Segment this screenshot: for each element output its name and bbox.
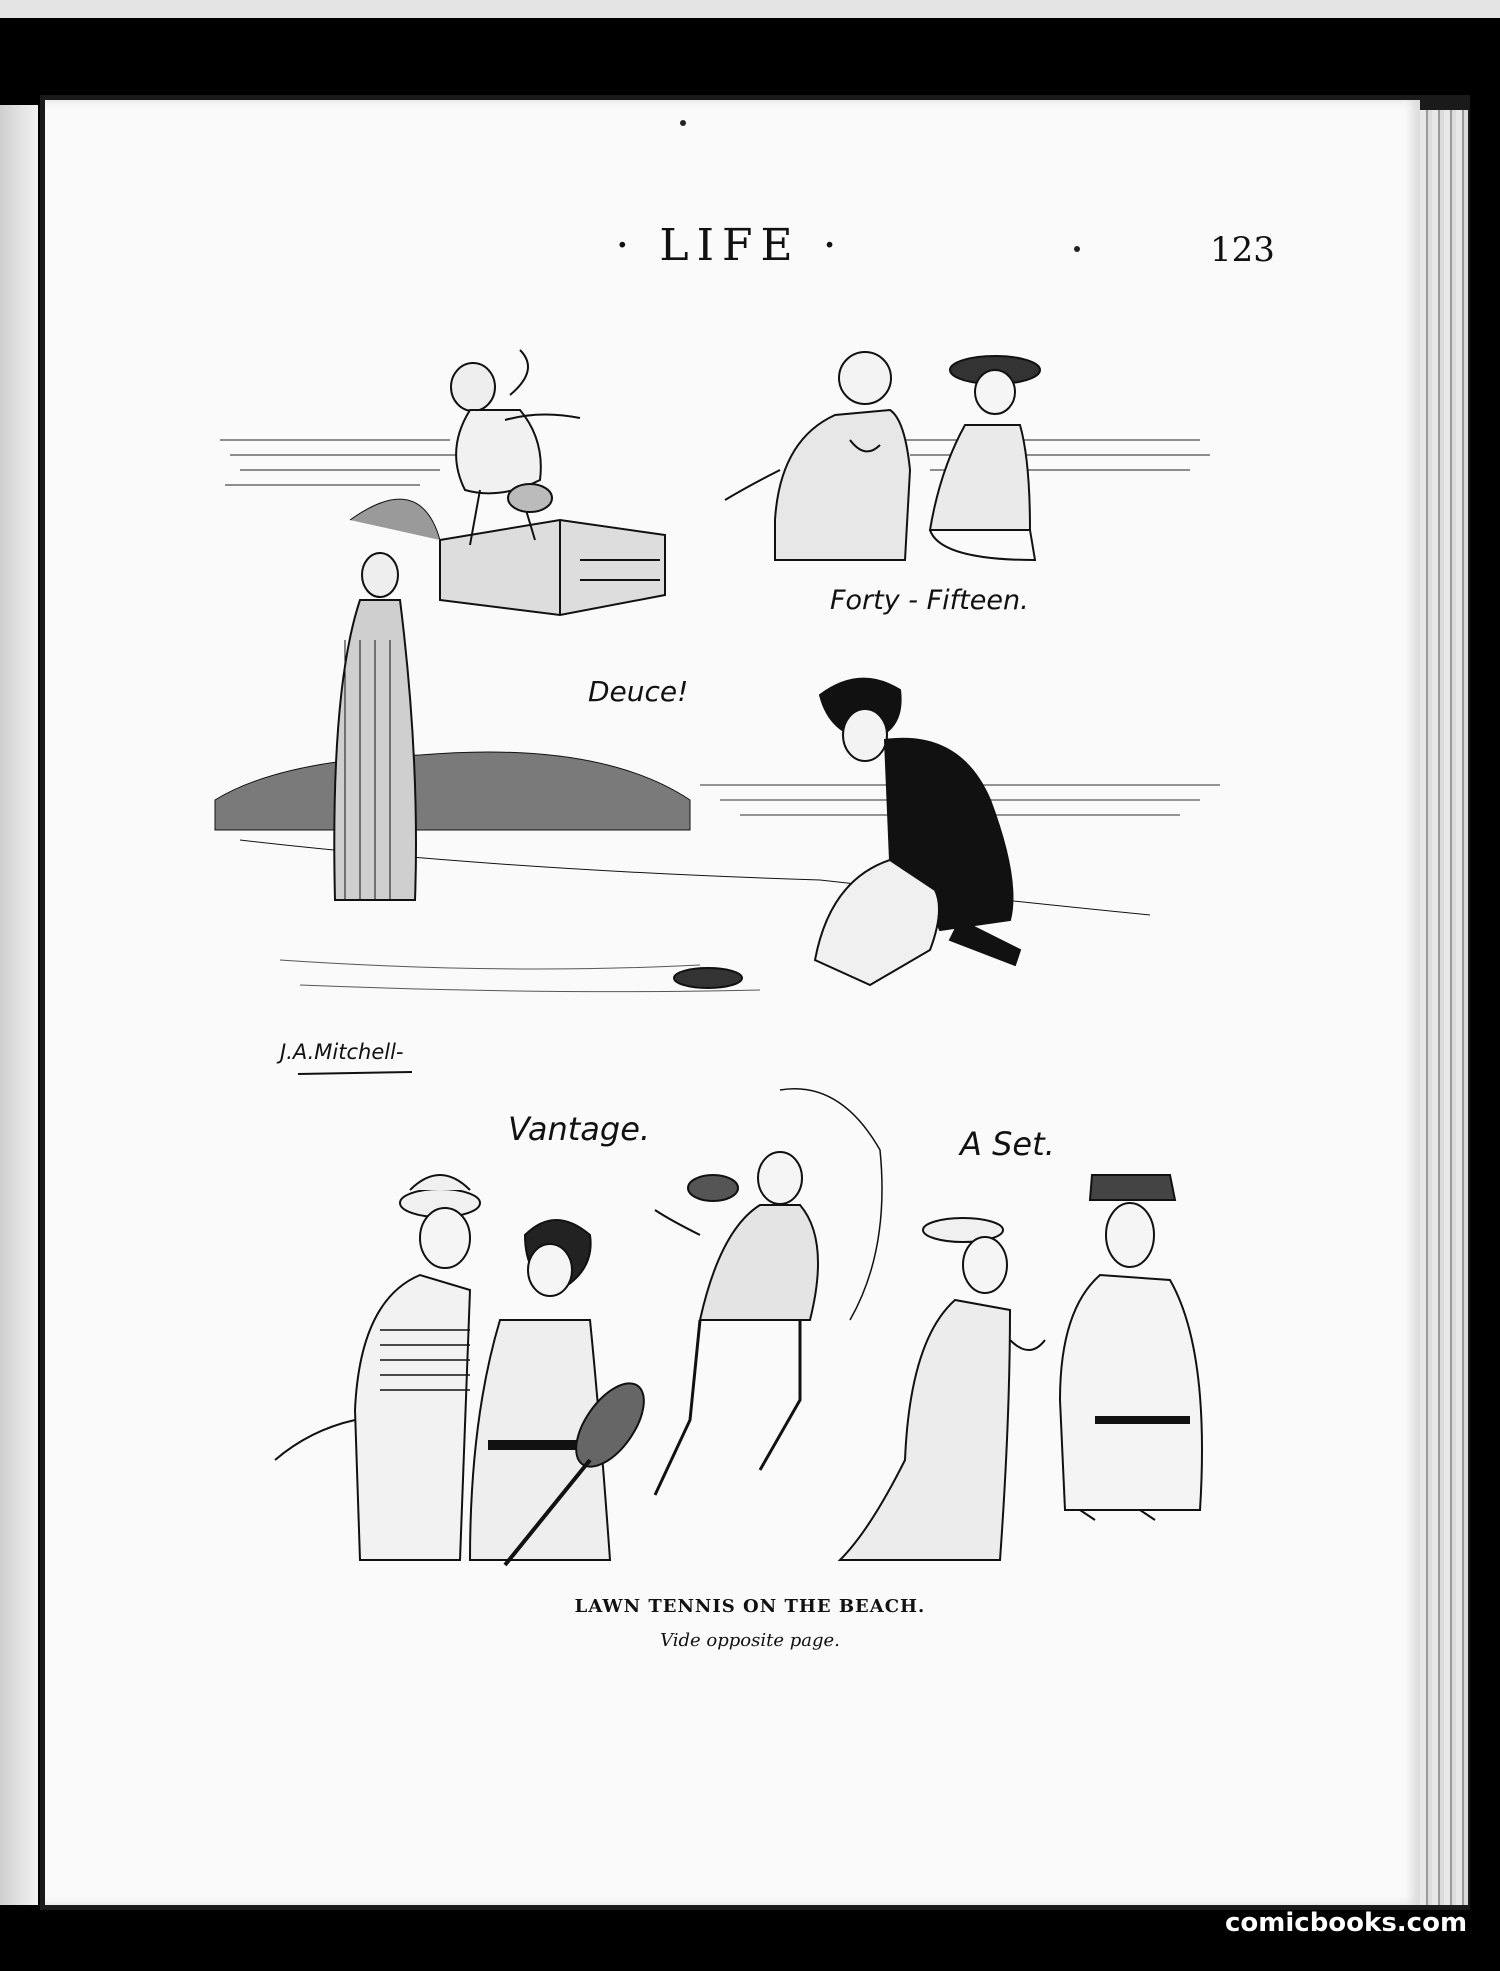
site-watermark: comicbooks.com [1225, 1908, 1468, 1938]
caption-deuce: Deuce! [588, 675, 689, 708]
caption-forty-fifteen: Forty - Fifteen. [830, 585, 1029, 616]
panel-a-set-illustration [840, 1175, 1202, 1560]
caption-vantage: Vantage. [508, 1110, 651, 1148]
page-number: 123 [1210, 230, 1275, 270]
magazine-title: · LIFE · [615, 220, 845, 271]
panel-deuce-illustration [215, 553, 1220, 992]
illustration-title: LAWN TENNIS ON THE BEACH. [574, 1596, 926, 1617]
artist-signature: J.A.Mitchell- [280, 1040, 404, 1064]
panel-vantage-illustration [275, 1089, 882, 1565]
caption-a-set: A Set. [960, 1125, 1055, 1163]
illustration-subtitle: Vide opposite page. [660, 1630, 840, 1651]
